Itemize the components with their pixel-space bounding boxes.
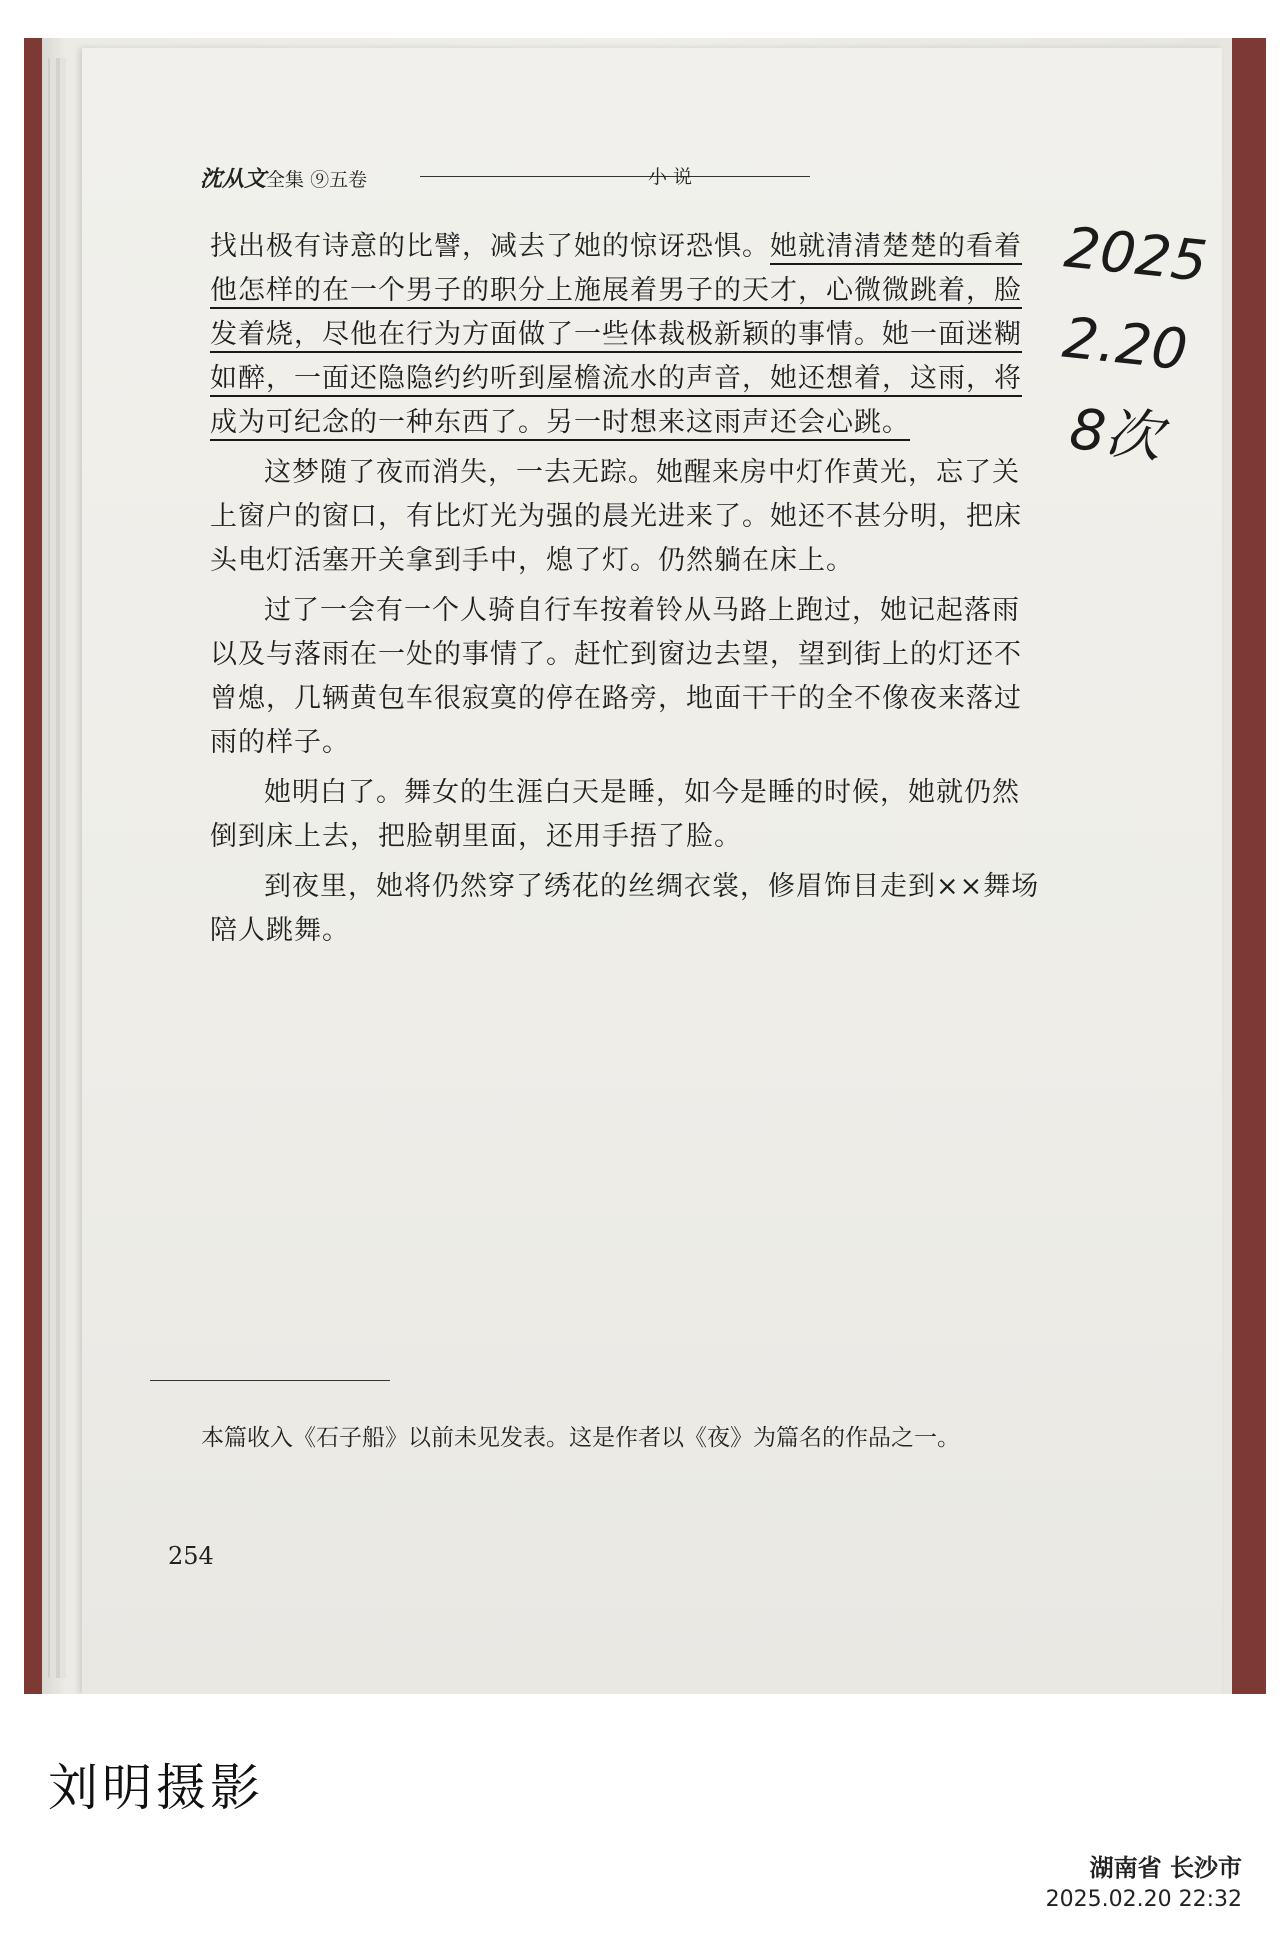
- handwritten-date: 2.20: [1059, 305, 1191, 384]
- body-text: [210, 225, 1040, 959]
- photo-caption: 刘明摄影: [48, 1759, 264, 1817]
- watermark-datetime: 2025.02.20 22:32: [1045, 1887, 1242, 1912]
- paragraph-plain: 找出极有诗意的比譬，减去了她的惊讶恐惧。: [210, 231, 770, 262]
- footnote-text: 本篇收入《石子船》以前未见发表。这是作者以《夜》为篇名的作品之一。: [201, 1425, 960, 1451]
- handwritten-date-note: [1041, 203, 1208, 486]
- footnote: [165, 1418, 1005, 1458]
- page-number: 254: [168, 1542, 214, 1570]
- footnote-rule: [150, 1380, 390, 1381]
- running-header: [200, 162, 693, 193]
- handwritten-year: 2025: [1061, 215, 1210, 295]
- handwritten-count: 8次: [1066, 396, 1165, 472]
- watermark-location: 湖南省 长沙市: [1089, 1854, 1242, 1882]
- paragraph: 过了一会有一个人骑自行车按着铃从马路上跑过，她记起落雨以及与落雨在一处的事情了。赶忙到窗边去望，望到街上的灯还不曾熄，几辆黄包车很寂寞的停在路旁，地面干干的全不像夜来落过雨的样子。: [210, 595, 1022, 758]
- paragraph: [210, 225, 1040, 445]
- header-collection: 全集: [266, 169, 305, 191]
- header-rule: [420, 176, 810, 177]
- header-volume: ⑨五卷: [310, 169, 368, 191]
- header-section: 小 说: [648, 166, 693, 188]
- paragraph: 这梦随了夜而消失，一去无踪。她醒来房中灯作黄光，忘了关上窗户的窗口，有比灯光为强的晨光进来了。她还不甚分明，把床头电灯活塞开关拿到手中，熄了灯。仍然躺在床上。: [210, 457, 1022, 576]
- underlined-passage: 她就清清楚楚的看着他怎样的在一个男子的职分上施展着男子的天才，心微微跳着，脸发着烧，尽他在行为方面做了一些体裁极新颖的事情。她一面迷糊如醉，一面还隐隐约约听到屋檐流水的声音，她还想着，这雨，将成为可纪念的一种东西了。另一时想来这雨声还会心跳。: [210, 231, 1022, 438]
- paragraph: 到夜里，她将仍然穿了绣花的丝绸衣裳，修眉饰目走到××舞场陪人跳舞。: [210, 871, 1040, 946]
- header-series: 沈从文: [200, 166, 267, 192]
- paragraph: 她明白了。舞女的生涯白天是睡，如今是睡的时候，她就仍然倒到床上去，把脸朝里面，还用手捂了脸。: [210, 777, 1020, 852]
